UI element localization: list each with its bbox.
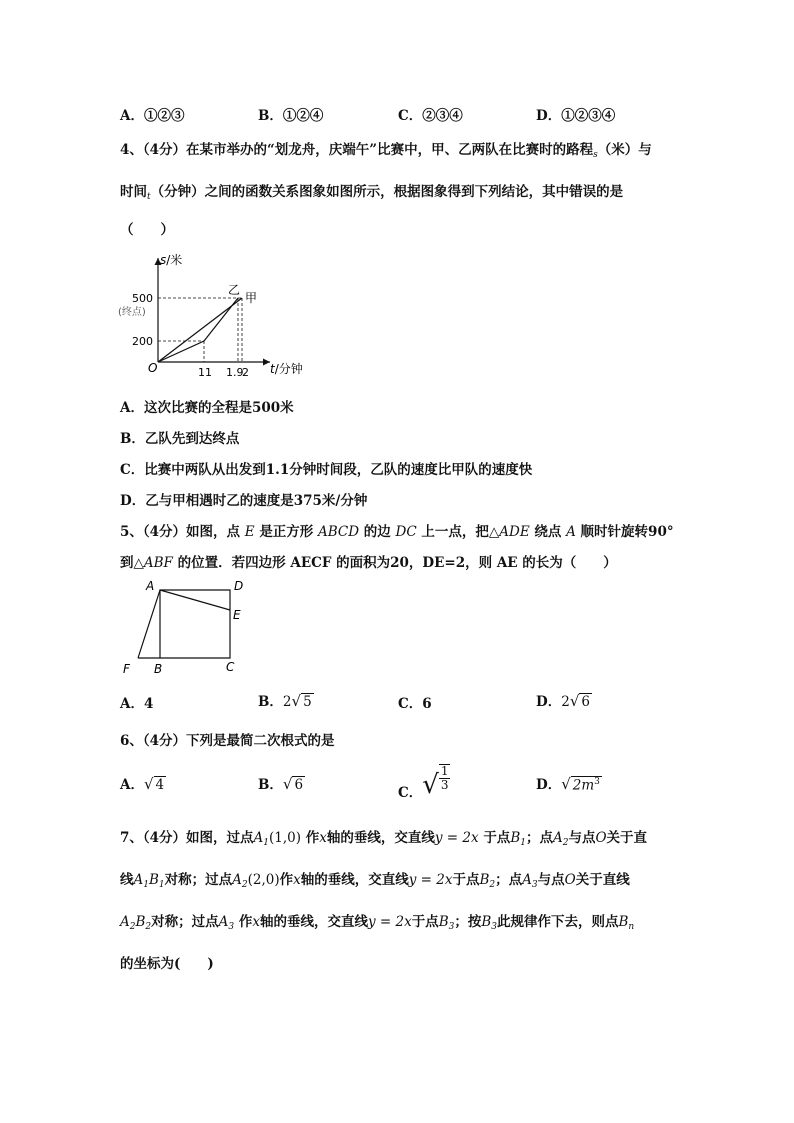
q7-stem-line2: 线$A_1B_1$对称；过点$A_2(2,0)$作x轴的垂线，交直线y = 2x于点$B_2$；点$A_3$与点O关于直线 bbox=[120, 872, 630, 890]
q5-stem-line1: 5、（4分）如图，点 E 是正方形 ABCD 的边 DC 上一点，把△ADE 绕点 A 顺时针旋转90° bbox=[120, 524, 674, 540]
q5-stem-line2: 到△ABF 的位置．若四边形 AECF 的面积为20，DE=2，则 AE 的长为（ ） bbox=[120, 555, 617, 571]
segment-af bbox=[138, 590, 160, 658]
q7-stem-line3: $A_2B_2$对称；过点$A_3$ 作x轴的垂线，交直线y = 2x于点$B_3$；按$B_3$此规律作下去，则点$B_n$ bbox=[120, 914, 635, 932]
q4-option-d: D．乙与甲相遇时乙的速度是375米/分钟 bbox=[120, 493, 368, 509]
q5-option-d: D．2√ 6 bbox=[536, 692, 590, 710]
q4-stem-line1: 4、（4分）在某市举办的“划龙舟，庆端午”比赛中，甲、乙两队在比赛时的路程$_s$（米）与 bbox=[120, 142, 652, 160]
x-tick-19: 1.9 bbox=[226, 366, 244, 379]
pt-f: F bbox=[123, 662, 130, 676]
q4-option-b: B．乙队先到达终点 bbox=[120, 431, 240, 447]
pt-a: A bbox=[146, 579, 155, 593]
q3-option-d: D．①②③④ bbox=[536, 108, 616, 124]
q6-option-d: D．√ $2m^3$ bbox=[536, 775, 600, 793]
q4-answer-paren: （ ） bbox=[120, 222, 174, 238]
y-tick-200: 200 bbox=[132, 335, 153, 348]
q5-option-b: B．2√ 5 bbox=[258, 692, 312, 710]
q3-option-a: A．①②③ bbox=[120, 108, 185, 124]
pt-d: D bbox=[234, 579, 244, 593]
q4-graph bbox=[110, 250, 320, 385]
q3-option-c: C．②③④ bbox=[398, 108, 463, 124]
origin-label: O bbox=[148, 361, 158, 375]
q6-option-a: A．√ 4 bbox=[120, 775, 165, 793]
q6-option-b: B．√ 6 bbox=[258, 775, 304, 793]
pt-e: E bbox=[233, 608, 241, 622]
team-a-label: 甲 bbox=[245, 291, 258, 305]
x-tick-2: 2 bbox=[242, 366, 249, 379]
q6-stem: 6、（4分）下列是最简二次根式的是 bbox=[120, 733, 335, 749]
q4-stem-line2: 时间$_t$（分钟）之间的函数关系图象如图所示，根据图象得到下列结论，其中错误的是 bbox=[120, 184, 624, 202]
y-axis-label: s/米 bbox=[160, 253, 183, 267]
y-tick-500: 500 bbox=[132, 292, 153, 305]
q5-option-a: A．4 bbox=[120, 696, 154, 712]
q3-option-b: B．①②④ bbox=[258, 108, 324, 124]
team-a-line bbox=[158, 298, 242, 362]
segment-ae bbox=[160, 590, 230, 610]
q4-option-c: C．比赛中两队从出发到1.1分钟时间段，乙队的速度比甲队的速度快 bbox=[120, 462, 533, 478]
q5-option-c: C．6 bbox=[398, 696, 432, 712]
q4-option-a: A．这次比赛的全程是500米 bbox=[120, 400, 294, 416]
q7-stem-line1: 7、（4分）如图，过点$A_1(1,0)$ 作x轴的垂线，交直线y = 2x 于点$B_1$；点$A_2$与点O关于直 bbox=[120, 830, 648, 848]
pt-b: B bbox=[154, 662, 163, 676]
q7-stem-line4: 的坐标为( ) bbox=[120, 956, 214, 972]
finish-label: (终点) bbox=[118, 307, 146, 318]
x-tick-11: 11 bbox=[198, 366, 212, 379]
q6-option-c: C．√ $\frac{1}{3}$ bbox=[398, 764, 449, 801]
pt-c: C bbox=[226, 660, 235, 674]
x-axis-label: t/分钟 bbox=[270, 362, 303, 376]
q5-figure bbox=[118, 578, 258, 678]
team-b-label: 乙 bbox=[228, 283, 241, 297]
